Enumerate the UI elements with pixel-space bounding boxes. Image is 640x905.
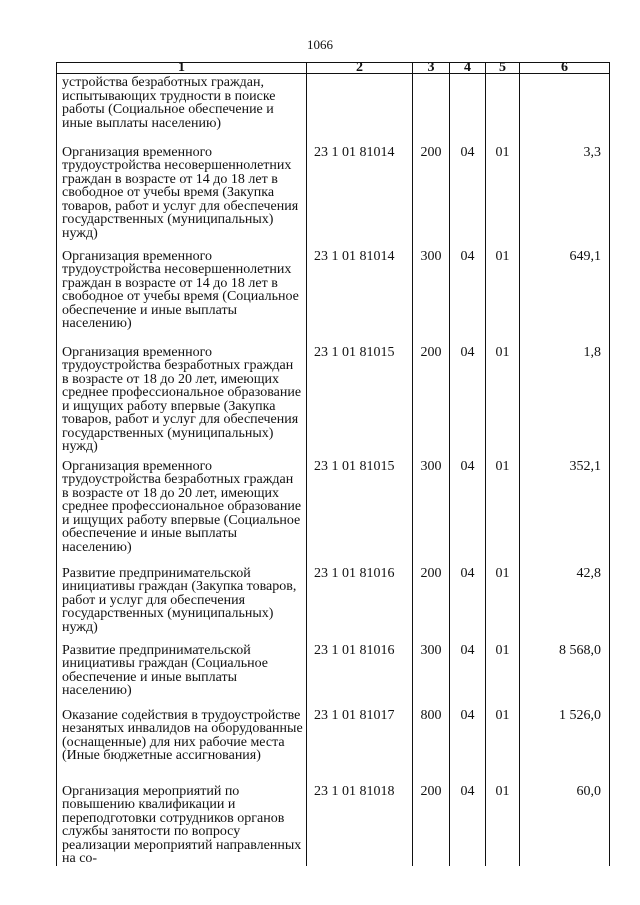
item-col3: 200 xyxy=(413,785,450,866)
item-col5: 01 xyxy=(486,250,520,346)
item-col4: 04 xyxy=(450,644,486,709)
table-row xyxy=(57,146,610,250)
item-col3: 200 xyxy=(413,146,450,250)
table-row xyxy=(57,346,610,460)
budget-table xyxy=(56,62,610,866)
item-code: 23 1 01 81014 xyxy=(307,146,413,250)
column-header-6: 6 xyxy=(520,63,610,74)
item-col5: 01 xyxy=(486,346,520,460)
column-header-2: 2 xyxy=(307,63,413,74)
table-body xyxy=(57,74,610,866)
column-header-4: 4 xyxy=(450,63,486,74)
column-header-5: 5 xyxy=(486,63,520,74)
item-amount: 649,1 xyxy=(520,250,610,346)
item-col5: 01 xyxy=(486,567,520,644)
item-code: 23 1 01 81017 xyxy=(307,709,413,785)
item-amount: 352,1 xyxy=(520,460,610,567)
table-row xyxy=(57,785,610,866)
item-col4: 04 xyxy=(450,567,486,644)
item-code: 23 1 01 81015 xyxy=(307,460,413,567)
item-col3: 300 xyxy=(413,644,450,709)
item-col3 xyxy=(413,74,450,146)
item-col3: 200 xyxy=(413,567,450,644)
table-row xyxy=(57,74,610,146)
item-name: Оказание содействия в трудоустройстве незанятых инвалидов на оборудованные (оснащенные) для них рабочие места (Иные бюджетные ассигнования) xyxy=(57,709,307,785)
table-row xyxy=(57,644,610,709)
item-amount: 42,8 xyxy=(520,567,610,644)
item-col4: 04 xyxy=(450,709,486,785)
item-amount: 1 526,0 xyxy=(520,709,610,785)
item-name: Организация временного трудоустройства безработных граждан в возрасте от 18 до 20 лет, имеющих среднее профессиональное образование и ищущих работу впервые (Социальное обеспечение и иные выплаты населению) xyxy=(57,460,307,567)
item-amount: 8 568,0 xyxy=(520,644,610,709)
item-col5: 01 xyxy=(486,644,520,709)
table-row xyxy=(57,567,610,644)
item-col5: 01 xyxy=(486,785,520,866)
table-header xyxy=(57,60,610,75)
table-row xyxy=(57,709,610,785)
item-col5: 01 xyxy=(486,146,520,250)
item-col4: 04 xyxy=(450,460,486,567)
item-name: Развитие предпринимательской инициативы граждан (Социальное обеспечение и иные выплаты населению) xyxy=(57,644,307,709)
item-col5: 01 xyxy=(486,709,520,785)
item-col4: 04 xyxy=(450,785,486,866)
item-code: 23 1 01 81016 xyxy=(307,567,413,644)
item-name: Организация временного трудоустройства несовершеннолетних граждан в возрасте от 14 до 18 лет в свободное от учебы время (Закупка товаров, работ и услуг для обеспечения государственных (муниципальных) нужд) xyxy=(57,146,307,250)
item-name: Организация временного трудоустройства безработных граждан в возрасте от 18 до 20 лет, имеющих среднее профессиональное образование и ищущих работу впервые (Закупка товаров, работ и услуг для обеспечения государственных (муниципальных) нужд) xyxy=(57,346,307,460)
item-amount xyxy=(520,74,610,146)
table-row xyxy=(57,460,610,567)
item-code: 23 1 01 81014 xyxy=(307,250,413,346)
page-number: 1066 xyxy=(307,37,333,52)
item-col4 xyxy=(450,74,486,146)
item-col3: 200 xyxy=(413,346,450,460)
item-code: 23 1 01 81018 xyxy=(307,785,413,866)
item-name: Организация мероприятий по повышению квалификации и переподготовки сотрудников органов службы занятости по вопросу реализации мероприятий направленных на со- xyxy=(57,785,307,866)
item-col5 xyxy=(486,74,520,146)
item-name: устройства безработных граждан, испытывающих трудности в поиске работы (Социальное обеспечение и иные выплаты населению) xyxy=(57,74,307,146)
column-header-1: 1 xyxy=(57,63,307,74)
item-amount: 1,8 xyxy=(520,346,610,460)
item-col5: 01 xyxy=(486,460,520,567)
item-name: Развитие предпринимательской инициативы граждан (Закупка товаров, работ и услуг для обеспечения государственных (муниципальных) нужд) xyxy=(57,567,307,644)
item-code: 23 1 01 81015 xyxy=(307,346,413,460)
column-header-3: 3 xyxy=(413,63,450,74)
item-amount: 60,0 xyxy=(520,785,610,866)
item-code xyxy=(307,74,413,146)
item-amount: 3,3 xyxy=(520,146,610,250)
table-row xyxy=(57,250,610,346)
item-code: 23 1 01 81016 xyxy=(307,644,413,709)
item-name: Организация временного трудоустройства несовершеннолетних граждан в возрасте от 14 до 18 лет в свободное от учебы время (Социальное обеспечение и иные выплаты населению) xyxy=(57,250,307,346)
item-col3: 300 xyxy=(413,250,450,346)
item-col4: 04 xyxy=(450,250,486,346)
item-col4: 04 xyxy=(450,346,486,460)
item-col3: 800 xyxy=(413,709,450,785)
item-col3: 300 xyxy=(413,460,450,567)
item-col4: 04 xyxy=(450,146,486,250)
